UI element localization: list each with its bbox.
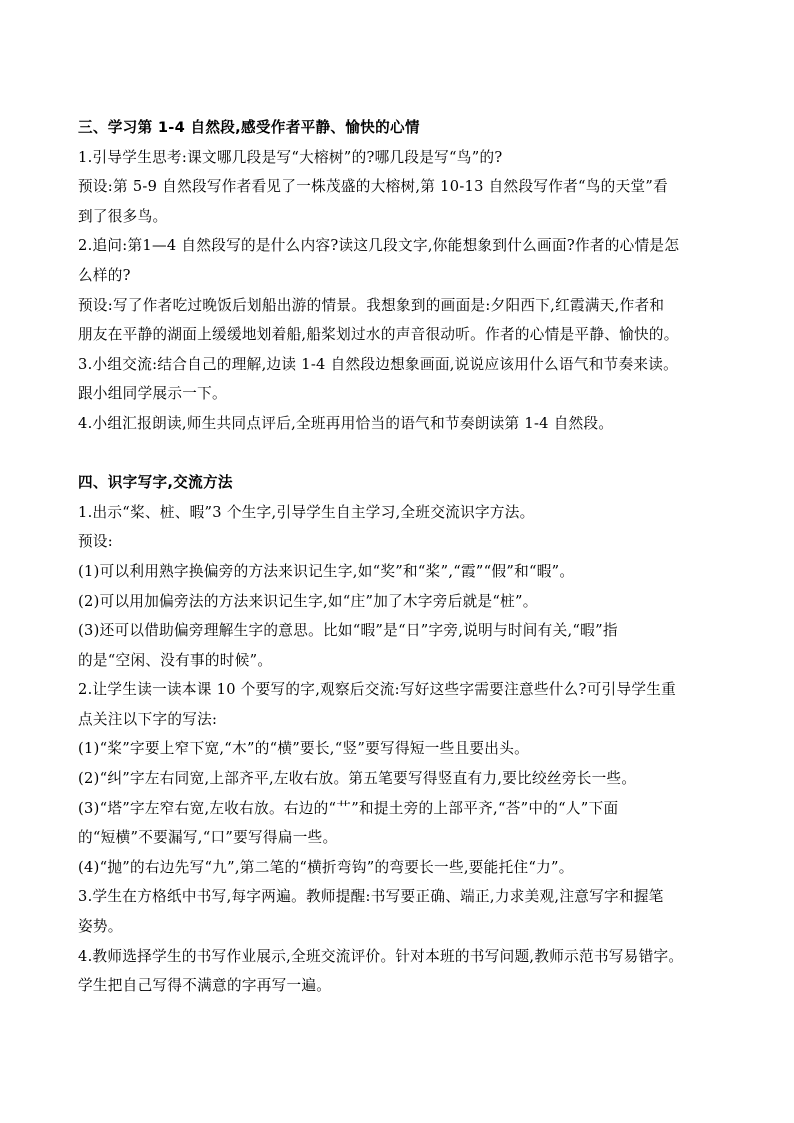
section-4-line-12: 的“短横”不要漏写,“口”要写得扁一些。: [78, 829, 338, 847]
section-4-line-10: (2)“纠”字左右同宽,上部齐平,左收右放。第五笔要写得竖直有力,要比绞丝旁长一些。: [78, 770, 637, 788]
section-4-heading: 四、识字写字,交流方法: [78, 474, 233, 492]
section-4-line-13: (4)“抛”的右边先写“九”,第二笔的“横折弯钩”的弯要长一些,要能托住“力”。: [78, 858, 574, 876]
section-gap: [78, 439, 718, 469]
section-3-line-3: 到了很多鸟。: [78, 207, 168, 225]
section-3-line-7: 朋友在平静的湖面上缓缓地划着船,船桨划过水的声音很动听。作者的心情是平静、愉快的。: [78, 326, 679, 344]
section-3-heading: 三、学习第 1-4 自然段,感受作者平静、愉快的心情: [78, 119, 420, 136]
section-3-line-9: 跟小组同学展示一下。: [78, 385, 227, 403]
document-page: [78, 113, 718, 1001]
section-4-line-4: (2)可以用加偏旁法的方法来识记生字,如“庄”加了木字旁后就是“桩”。: [78, 592, 538, 610]
section-4-line-11: (3)“塔”字左窄右宽,左收右放。右边的“艹”和提土旁的上部平齐,“荅”中的“人”下面: [78, 799, 619, 817]
section-4-line-8: 点关注以下字的写法:: [78, 710, 218, 728]
section-3-line-5: 么样的?: [78, 266, 131, 284]
section-4-line-6: 的是“空闲、没有事的时候”。: [78, 651, 273, 669]
section-3-line-8: 3.小组交流:结合自己的理解,边读 1-4 自然段边想象画面,说说应该用什么语气和节奏来读。: [78, 355, 679, 373]
section-4-line-15: 姿势。: [78, 918, 123, 936]
section-4-line-1: 1.出示“桨、桩、暇”3 个生字,引导学生自主学习,全班交流识字方法。: [78, 503, 535, 521]
section-3-line-2: 预设:第 5-9 自然段写作者看见了一株茂盛的大榕树,第 10-13 自然段写作者“鸟的天堂”看: [78, 178, 669, 196]
section-3-line-10: 4.小组汇报朗读,师生共同点评后,全班再用恰当的语气和节奏朗读第 1-4 自然段。: [78, 414, 614, 432]
section-3-line-6: 预设:写了作者吃过晚饭后划船出游的情景。我想象到的画面是:夕阳西下,红霞满天,作者和: [78, 296, 665, 314]
section-4-line-5: (3)还可以借助偏旁理解生字的意思。比如“暇”是“日”字旁,说明与时间有关,“暇”指: [78, 622, 618, 640]
section-4-line-16: 4.教师选择学生的书写作业展示,全班交流评价。针对本班的书写问题,教师示范书写易错字。: [78, 947, 684, 965]
section-3-line-1: 1.引导学生思考:课文哪几段是写“大榕树”的?哪几段是写“鸟”的?: [78, 148, 503, 166]
section-4-line-14: 3.学生在方格纸中书写,每字两遍。教师提醒:书写要正确、端正,力求美观,注意写字和握笔: [78, 888, 664, 906]
section-4-line-17: 学生把自己写得不满意的字再写一遍。: [78, 977, 332, 995]
section-4-line-9: (1)“桨”字要上窄下宽,“木”的“横”要长,“竖”要写得短一些且要出头。: [78, 740, 529, 758]
section-4-line-2: 预设:: [78, 533, 114, 551]
section-4-line-7: 2.让学生读一读本课 10 个要写的字,观察后交流:写好这些字需要注意些什么?可引导学生重: [78, 681, 677, 699]
section-4-line-3: (1)可以利用熟字换偏旁的方法来识记生字,如“奖”和“桨”,“霞”“假”和“暇”。: [78, 562, 575, 580]
section-3-line-4: 2.追问:第1—4 自然段写的是什么内容?读这几段文字,你能想象到什么画面?作者的心情是怎: [78, 237, 680, 255]
